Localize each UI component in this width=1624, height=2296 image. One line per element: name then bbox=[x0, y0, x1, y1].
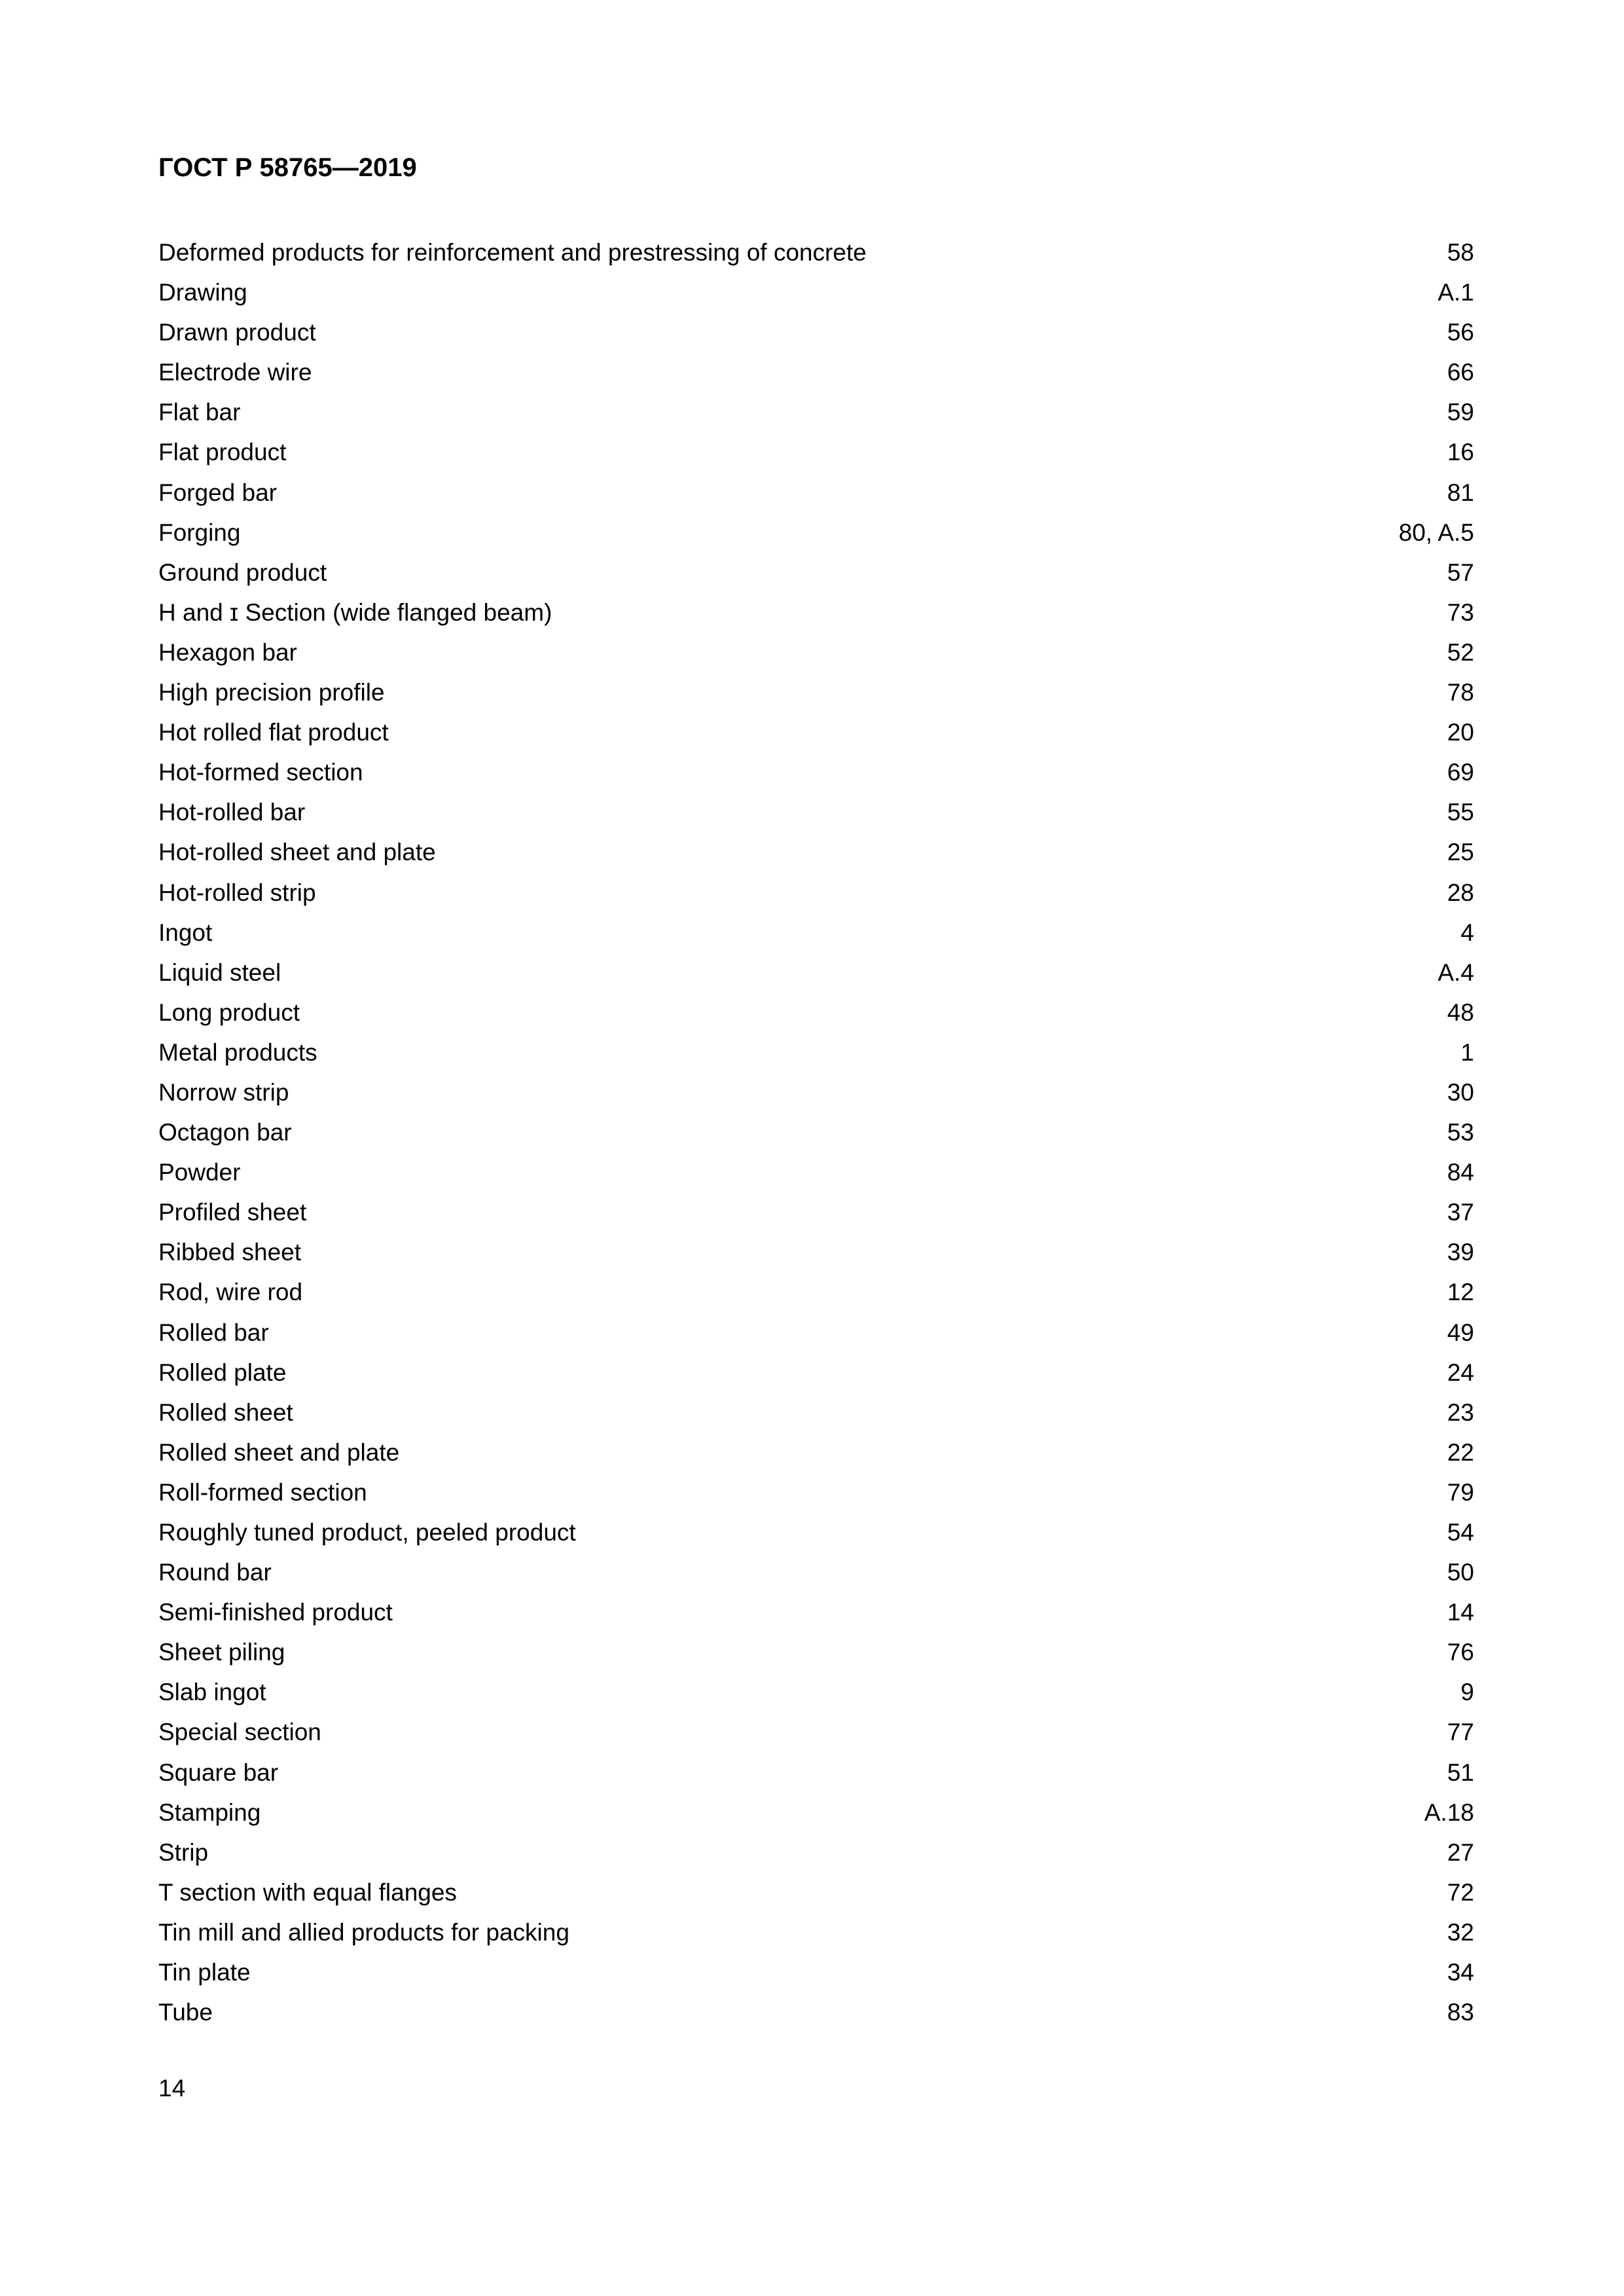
index-reference: 57 bbox=[1447, 558, 1474, 586]
index-reference: 73 bbox=[1447, 598, 1474, 626]
index-reference: 24 bbox=[1447, 1358, 1474, 1386]
index-term: Ingot bbox=[158, 919, 213, 946]
index-term: Drawing bbox=[158, 279, 247, 306]
index-term: Long product bbox=[158, 998, 300, 1026]
index-term: Tin plate bbox=[158, 1959, 251, 1986]
index-entry bbox=[158, 1072, 1474, 1112]
index-reference: 78 bbox=[1447, 679, 1474, 706]
index-reference: A.1 bbox=[1437, 279, 1474, 306]
index-reference: 84 bbox=[1447, 1159, 1474, 1186]
index-term: Octagon bar bbox=[158, 1119, 292, 1146]
index-reference: 28 bbox=[1447, 879, 1474, 906]
index-entry bbox=[158, 352, 1474, 392]
index-reference: 30 bbox=[1447, 1078, 1474, 1106]
index-reference: 52 bbox=[1447, 638, 1474, 666]
index-term: Roll-formed section bbox=[158, 1478, 367, 1506]
index-entry bbox=[158, 592, 1474, 632]
index-reference: 39 bbox=[1447, 1239, 1474, 1266]
index-entry bbox=[158, 1872, 1474, 1912]
index-reference: 4 bbox=[1460, 919, 1474, 946]
index-term: Semi-finished product bbox=[158, 1599, 393, 1626]
index-reference: 16 bbox=[1447, 439, 1474, 466]
index-reference: 66 bbox=[1447, 359, 1474, 386]
term-index-list bbox=[158, 232, 1474, 2032]
index-reference: 80, A.5 bbox=[1398, 519, 1474, 546]
index-entry bbox=[158, 953, 1474, 993]
index-term: Drawn product bbox=[158, 319, 316, 346]
index-entry bbox=[158, 1313, 1474, 1353]
index-reference: 1 bbox=[1460, 1038, 1474, 1066]
index-entry bbox=[158, 1992, 1474, 2032]
index-reference: 37 bbox=[1447, 1199, 1474, 1226]
index-entry bbox=[158, 1712, 1474, 1752]
index-term: Profiled sheet bbox=[158, 1199, 307, 1226]
index-reference: 51 bbox=[1447, 1758, 1474, 1786]
index-reference: 27 bbox=[1447, 1838, 1474, 1866]
index-reference: 53 bbox=[1447, 1119, 1474, 1146]
index-reference: 23 bbox=[1447, 1398, 1474, 1426]
index-reference: 49 bbox=[1447, 1319, 1474, 1346]
index-term: Hexagon bar bbox=[158, 638, 297, 666]
index-entry bbox=[158, 913, 1474, 953]
index-reference: 69 bbox=[1447, 759, 1474, 786]
index-entry bbox=[158, 993, 1474, 1032]
index-entry bbox=[158, 1793, 1474, 1832]
index-term: H and ɪ Section (wide flanged beam) bbox=[158, 598, 552, 626]
index-reference: 55 bbox=[1447, 799, 1474, 826]
index-entry bbox=[158, 1552, 1474, 1592]
index-term: Tube bbox=[158, 1999, 213, 2026]
index-term: Electrode wire bbox=[158, 359, 312, 386]
page-number: 14 bbox=[158, 2075, 186, 2102]
index-term: Hot-rolled bar bbox=[158, 799, 306, 826]
index-reference: 9 bbox=[1460, 1679, 1474, 1706]
index-entry bbox=[158, 1152, 1474, 1192]
index-entry bbox=[158, 1032, 1474, 1072]
index-entry bbox=[158, 1112, 1474, 1152]
index-entry bbox=[158, 1952, 1474, 1992]
index-reference: 25 bbox=[1447, 839, 1474, 866]
index-term: Ground product bbox=[158, 558, 327, 586]
index-reference: 72 bbox=[1447, 1878, 1474, 1906]
index-entry bbox=[158, 312, 1474, 352]
index-reference: 56 bbox=[1447, 319, 1474, 346]
index-reference: 22 bbox=[1447, 1438, 1474, 1466]
index-entry bbox=[158, 513, 1474, 553]
index-entry bbox=[158, 1393, 1474, 1432]
index-reference: 12 bbox=[1447, 1279, 1474, 1306]
index-entry bbox=[158, 672, 1474, 712]
index-term: T section with equal flanges bbox=[158, 1878, 457, 1906]
index-reference: 48 bbox=[1447, 998, 1474, 1026]
index-term: Powder bbox=[158, 1159, 241, 1186]
index-term: Special section bbox=[158, 1719, 321, 1746]
index-reference: 59 bbox=[1447, 399, 1474, 426]
index-entry bbox=[158, 1472, 1474, 1512]
index-term: Flat bar bbox=[158, 399, 241, 426]
index-reference: 79 bbox=[1447, 1478, 1474, 1506]
index-term: Flat product bbox=[158, 439, 287, 466]
index-entry bbox=[158, 1272, 1474, 1312]
index-term: Hot-rolled sheet and plate bbox=[158, 839, 436, 866]
index-entry bbox=[158, 232, 1474, 272]
index-entry bbox=[158, 1832, 1474, 1872]
index-term: Square bar bbox=[158, 1758, 279, 1786]
index-entry bbox=[158, 392, 1474, 432]
index-reference: 54 bbox=[1447, 1519, 1474, 1546]
index-term: Rolled sheet and plate bbox=[158, 1438, 400, 1466]
index-reference: 77 bbox=[1447, 1719, 1474, 1746]
index-entry bbox=[158, 1632, 1474, 1672]
index-entry bbox=[158, 1232, 1474, 1272]
index-term: Hot-formed section bbox=[158, 759, 363, 786]
index-entry bbox=[158, 752, 1474, 792]
index-term: Rolled sheet bbox=[158, 1398, 293, 1426]
index-entry bbox=[158, 1512, 1474, 1552]
index-entry bbox=[158, 1353, 1474, 1393]
index-entry bbox=[158, 272, 1474, 312]
index-entry bbox=[158, 1753, 1474, 1793]
index-entry bbox=[158, 632, 1474, 672]
index-reference: 50 bbox=[1447, 1559, 1474, 1586]
index-term: Stamping bbox=[158, 1798, 261, 1826]
index-term: Forging bbox=[158, 519, 241, 546]
index-term: Roughly tuned product, peeled product bbox=[158, 1519, 576, 1546]
index-reference: 32 bbox=[1447, 1918, 1474, 1946]
index-term: Ribbed sheet bbox=[158, 1239, 302, 1266]
index-reference: A.18 bbox=[1424, 1798, 1474, 1826]
index-entry bbox=[158, 473, 1474, 513]
index-reference: 76 bbox=[1447, 1639, 1474, 1666]
index-reference: 83 bbox=[1447, 1999, 1474, 2026]
index-reference: A.4 bbox=[1437, 958, 1474, 986]
index-reference: 14 bbox=[1447, 1599, 1474, 1626]
index-entry bbox=[158, 1432, 1474, 1472]
index-reference: 58 bbox=[1447, 239, 1474, 266]
index-entry bbox=[158, 1672, 1474, 1712]
index-entry bbox=[158, 1912, 1474, 1952]
index-term: Tin mill and allied products for packing bbox=[158, 1918, 569, 1946]
index-entry bbox=[158, 712, 1474, 752]
index-term: Sheet piling bbox=[158, 1639, 285, 1666]
index-term: Strip bbox=[158, 1838, 209, 1866]
index-reference: 20 bbox=[1447, 719, 1474, 746]
index-reference: 81 bbox=[1447, 479, 1474, 506]
index-entry bbox=[158, 792, 1474, 832]
document-header: ГОСТ Р 58765—2019 bbox=[158, 153, 417, 182]
index-term: Rod, wire rod bbox=[158, 1279, 303, 1306]
index-entry bbox=[158, 873, 1474, 913]
index-term: Hot rolled flat product bbox=[158, 719, 389, 746]
index-entry bbox=[158, 832, 1474, 872]
index-term: Liquid steel bbox=[158, 958, 281, 986]
index-term: Round bar bbox=[158, 1559, 272, 1586]
index-entry bbox=[158, 1592, 1474, 1632]
index-term: High precision profile bbox=[158, 679, 385, 706]
index-term: Slab ingot bbox=[158, 1679, 266, 1706]
index-entry bbox=[158, 553, 1474, 592]
index-term: Rolled bar bbox=[158, 1319, 269, 1346]
index-term: Deformed products for reinforcement and prestressing of concrete bbox=[158, 239, 867, 266]
index-entry bbox=[158, 1192, 1474, 1232]
index-term: Hot-rolled strip bbox=[158, 879, 316, 906]
index-term: Rolled plate bbox=[158, 1358, 287, 1386]
index-term: Metal products bbox=[158, 1038, 317, 1066]
index-term: Forged bar bbox=[158, 479, 277, 506]
index-entry bbox=[158, 432, 1474, 472]
index-term: Norrow strip bbox=[158, 1078, 289, 1106]
index-reference: 34 bbox=[1447, 1959, 1474, 1986]
